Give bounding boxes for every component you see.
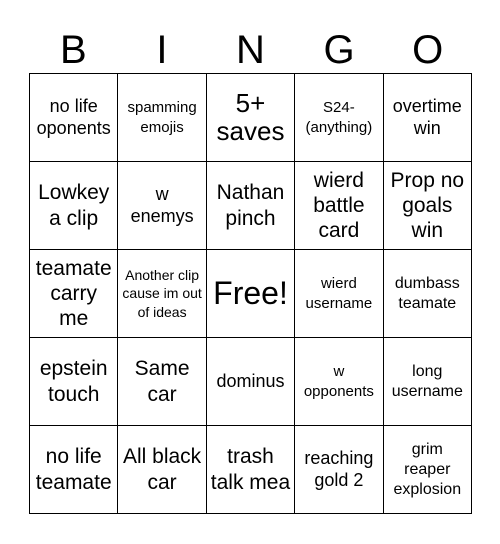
bingo-cell[interactable]: Another clip cause im out of ideas [118,250,206,338]
header-letter-n: N [236,27,265,72]
bingo-cell[interactable]: w enemys [118,162,206,250]
bingo-cell[interactable]: epstein touch [30,338,118,426]
bingo-cell[interactable]: Prop no goals win [384,162,472,250]
bingo-cell[interactable]: long username [384,338,472,426]
bingo-header [29,26,472,74]
bingo-cell[interactable]: Lowkey a clip [30,162,118,250]
bingo-cell[interactable]: spamming emojis [118,74,206,162]
bingo-cell[interactable]: grim reaper explosion [384,426,472,514]
bingo-cell[interactable]: dominus [207,338,295,426]
bingo-cell[interactable]: 5+ saves [207,74,295,162]
bingo-cell[interactable]: overtime win [384,74,472,162]
header-letter-g: G [323,27,355,72]
bingo-cell[interactable]: wierd username [295,250,383,338]
bingo-cell[interactable]: Same car [118,338,206,426]
header-letter-b: B [59,27,87,72]
bingo-cell[interactable]: All black car [118,426,206,514]
bingo-cell[interactable]: Nathan pinch [207,162,295,250]
bingo-cell[interactable]: teamate carry me [30,250,118,338]
bingo-cell[interactable]: no life teamate [30,426,118,514]
header-letter-i: I [156,27,168,72]
bingo-grid [29,73,472,514]
bingo-cell[interactable]: trash talk mea [207,426,295,514]
bingo-cell[interactable]: wierd battle card [295,162,383,250]
bingo-cell[interactable]: no life oponents [30,74,118,162]
bingo-cell[interactable]: w opponents [295,338,383,426]
bingo-cell[interactable]: S24-(anything) [295,74,383,162]
free-space-cell[interactable]: Free! [207,250,295,338]
bingo-cell[interactable]: dumbass teamate [384,250,472,338]
header-letter-o: O [412,27,444,72]
bingo-cell[interactable]: reaching gold 2 [295,426,383,514]
